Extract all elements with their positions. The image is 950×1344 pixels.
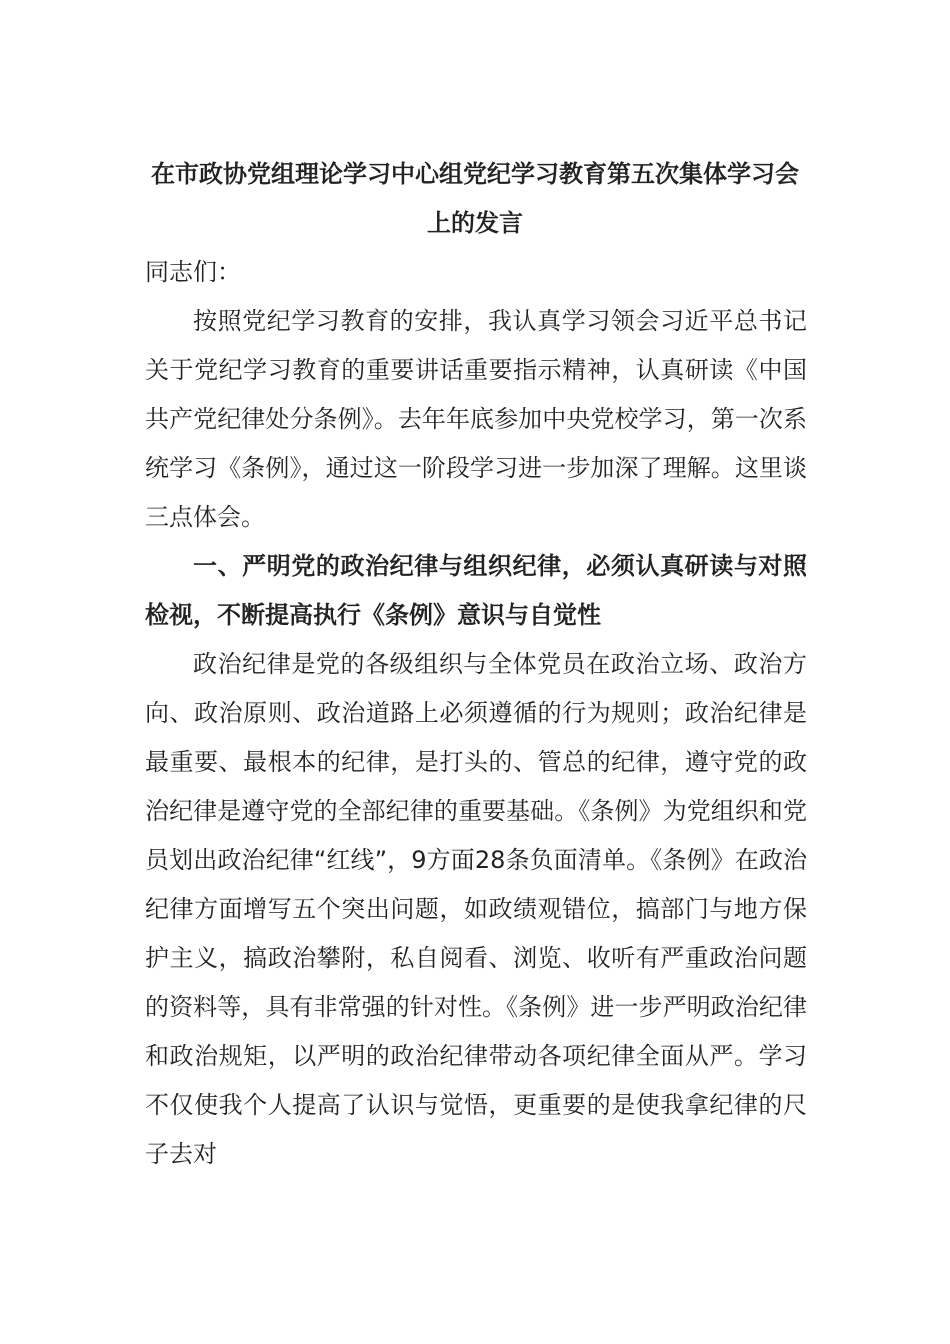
section-heading-1: 一、严明党的政治纪律与组织纪律，必须认真研读与对照检视，不断提高执行《条例》意识与自觉性: [145, 552, 807, 629]
paragraph-intro: 按照党纪学习教育的安排，我认真学习领会习近平总书记关于党纪学习教育的重要讲话重要指示精神，认真研读《中国共产党纪律处分条例》。去年年底参加中央党校学习，第一次系统学习《条例》，通过这一阶段学习进一步加深了理解。这里谈三点体会。: [145, 307, 807, 531]
paragraph-political-discipline: 政治纪律是党的各级组织与全体党员在政治立场、政治方向、政治原则、政治道路上必须遵循的行为规则；政治纪律是最重要、最根本的纪律，是打头的、管总的纪律，遵守党的政治纪律是遵守党的全部纪律的重要基础。《条例》为党组织和党员划出政治纪律“红线”，9方面28条负面清单。《条例》在政治纪律方面增写五个突出问题，如政绩观错位，搞部门与地方保护主义，搞政治攀附，私自阅看、浏览、收听有严重政治问题的资料等，具有非常强的针对性。《条例》进一步严明政治纪律和政治规矩，以严明的政治纪律带动各项纪律全面从严。学习不仅使我个人提高了认识与觉悟，更重要的是使我拿纪律的尺子去对: [145, 650, 807, 1168]
salutation: 同志们：: [145, 258, 241, 286]
document-title: 在市政协党组理论学习中心组党纪学习教育第五次集体学习会上的发言: [151, 160, 799, 237]
document-page: [145, 150, 807, 1179]
